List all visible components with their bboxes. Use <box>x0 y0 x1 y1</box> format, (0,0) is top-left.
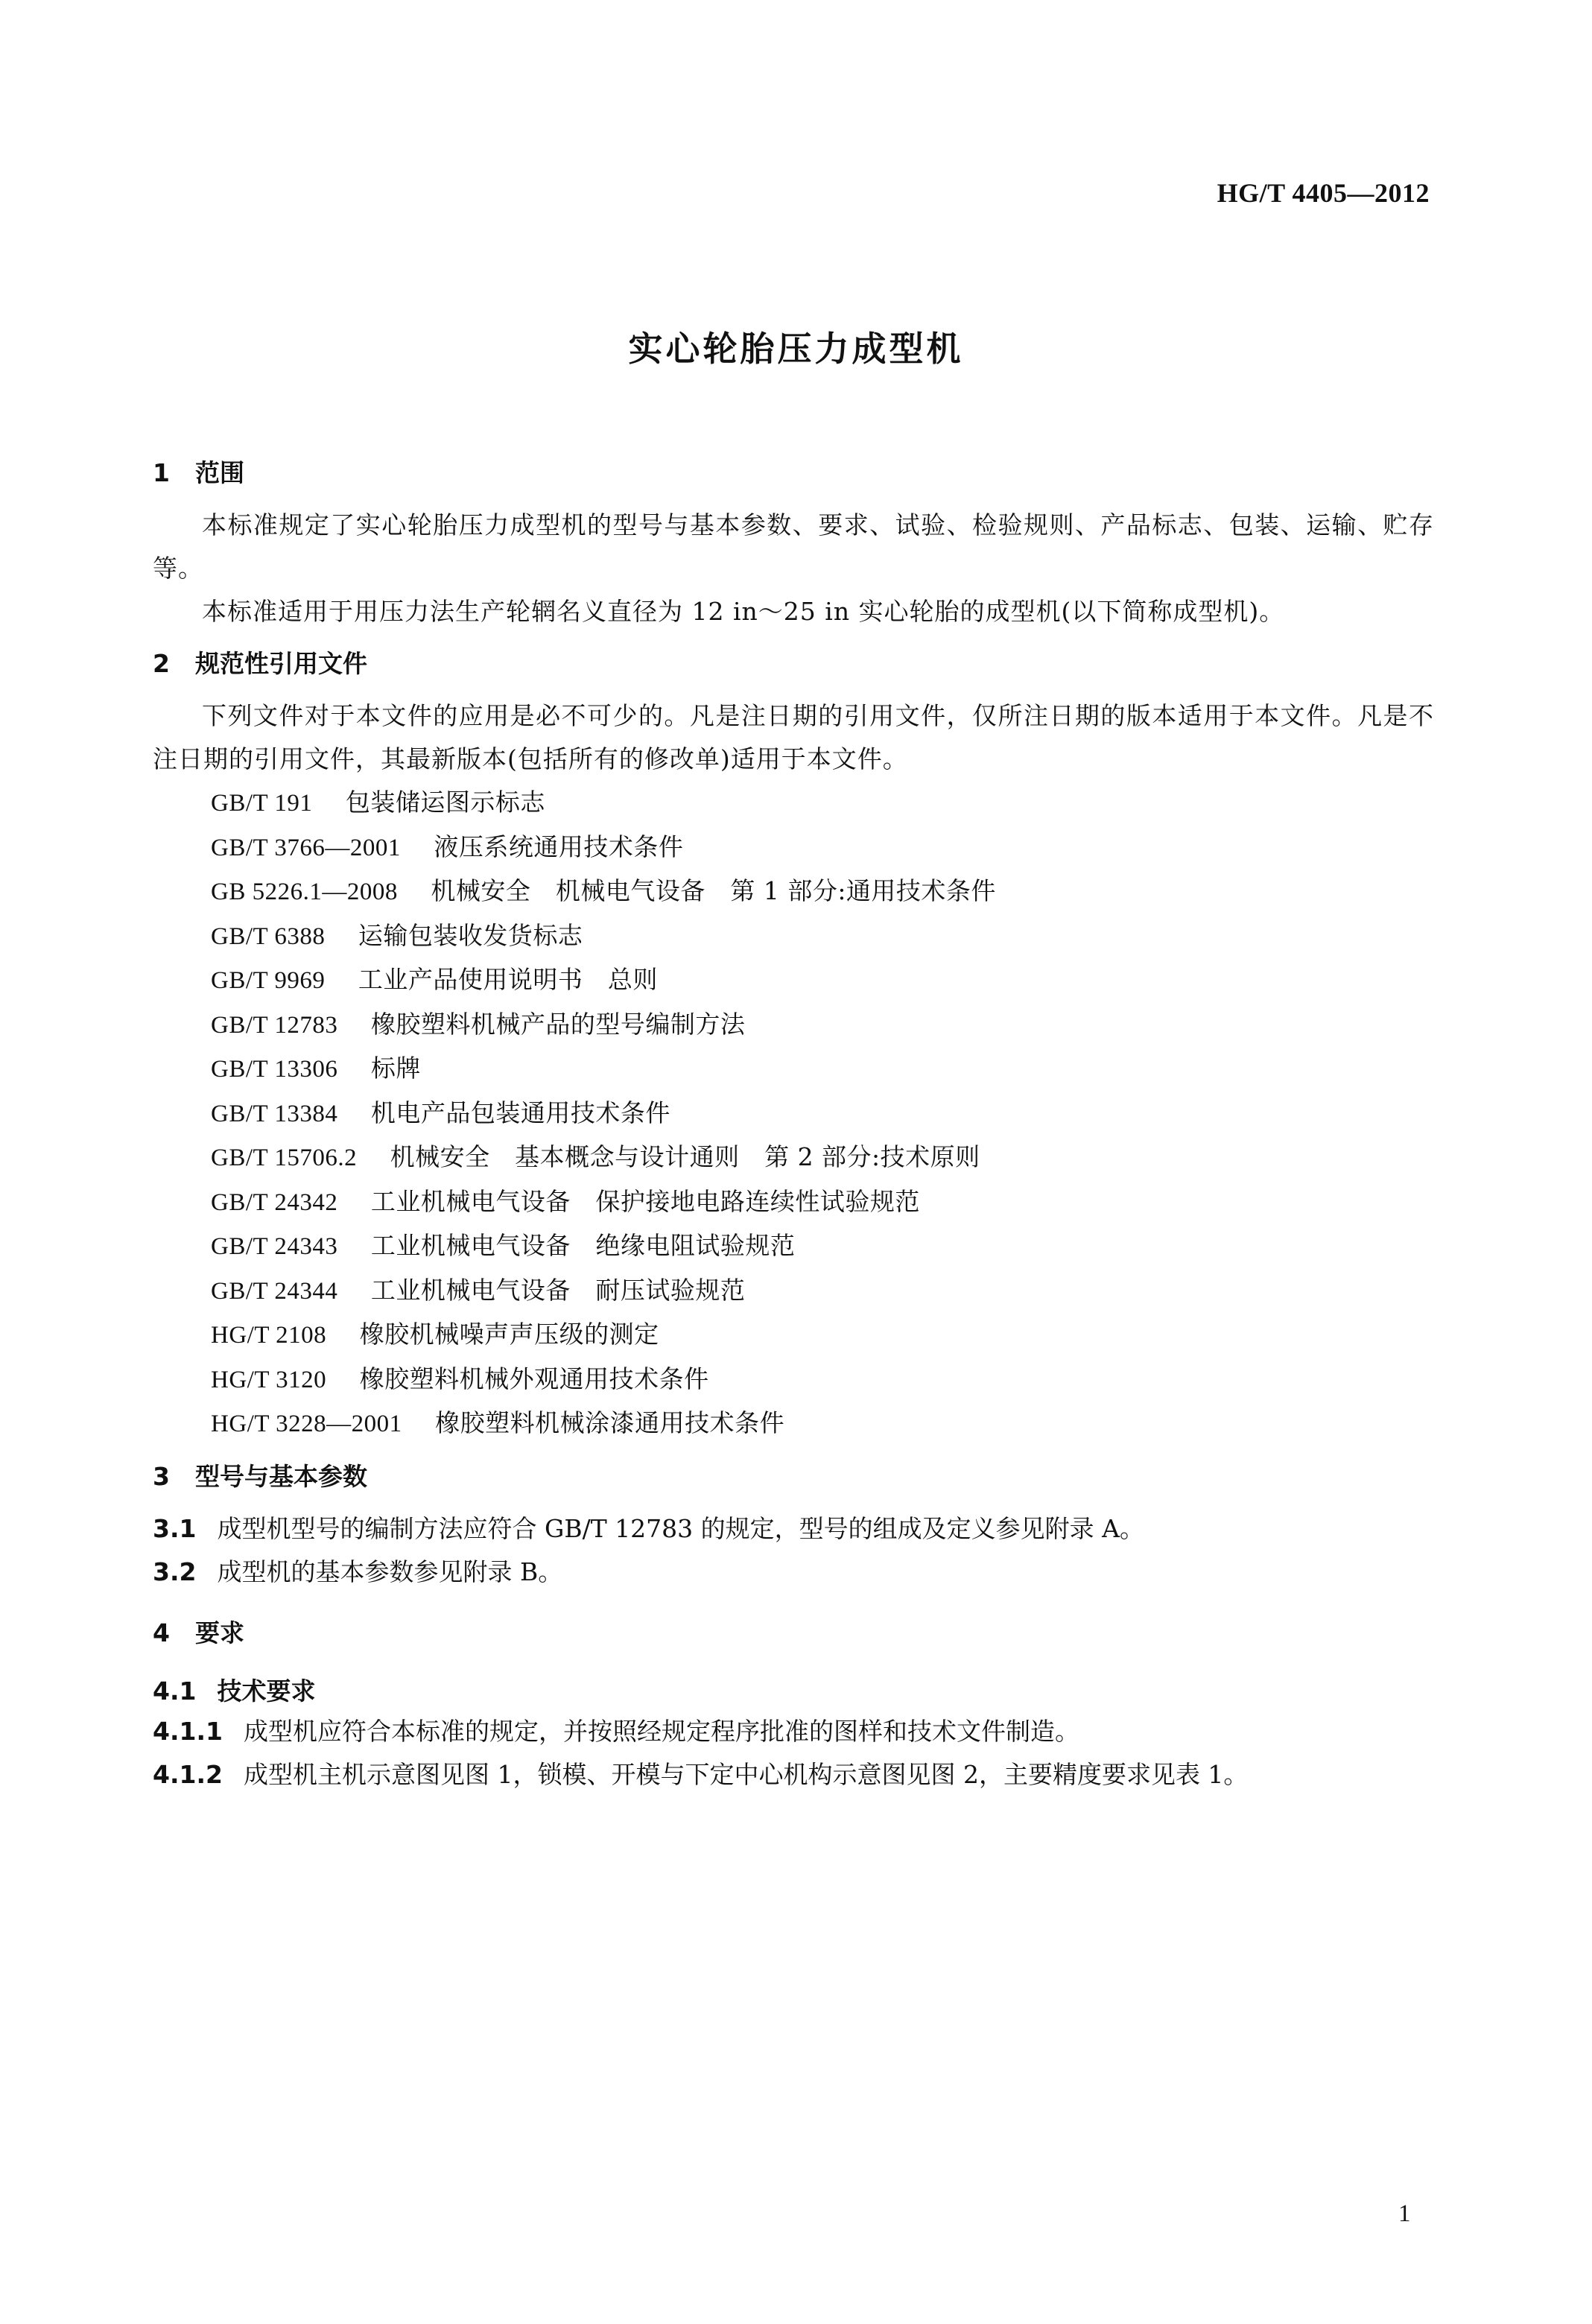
reference-item: GB/T 6388 运输包装收发货标志 <box>211 920 583 950</box>
section-4-heading <box>153 1615 1434 1652</box>
document-title: 实心轮胎压力成型机 <box>628 329 964 369</box>
reference-list <box>211 781 1434 1446</box>
clause-4-1-1 <box>153 1710 1434 1753</box>
reference-item: GB/T 24343 工业机械电气设备 绝缘电阻试验规范 <box>211 1231 796 1260</box>
clause-text: 成型机主机示意图见图 1，锁模、开模与下定中心机构示意图见图 2，主要精度要求见表 1。 <box>243 1759 1249 1789</box>
reference-item: GB/T 191 包装储运图示标志 <box>211 788 545 817</box>
scope-paragraph-1: 本标准规定了实心轮胎压力成型机的型号与基本参数、要求、试验、检验规则、产品标志、包装、运输、贮存等。 <box>153 510 1434 583</box>
reference-item: GB/T 13306 标牌 <box>211 1054 421 1083</box>
standard-code: HG/T 4405—2012 <box>1217 178 1430 208</box>
reference-item: HG/T 3228—2001 橡胶塑料机械涂漆通用技术条件 <box>211 1408 785 1437</box>
document-body <box>153 455 1434 1796</box>
clause-text: 成型机型号的编制方法应符合 GB/T 12783 的规定，型号的组成及定义参见附录 A。 <box>217 1513 1144 1543</box>
subsection-4-1-heading <box>153 1673 1434 1710</box>
section-3-heading <box>153 1458 1434 1495</box>
reference-item: GB/T 24344 工业机械电气设备 耐压试验规范 <box>211 1275 746 1305</box>
subsection-title: 技术要求 <box>217 1676 316 1706</box>
section-title: 范围 <box>194 458 244 487</box>
section-number: 4 <box>153 1618 170 1647</box>
section-number: 1 <box>153 458 170 487</box>
section-2-heading <box>153 645 1434 683</box>
reference-item: GB/T 9969 工业产品使用说明书 总则 <box>211 965 658 994</box>
clause-number: 3.2 <box>153 1557 197 1586</box>
reference-item: GB/T 15706.2 机械安全 基本概念与设计通则 第 2 部分:技术原则 <box>211 1142 980 1171</box>
scope-paragraph-2: 本标准适用于用压力法生产轮辋名义直径为 12 in～25 in 实心轮胎的成型机(以下简称成型机)。 <box>202 597 1285 626</box>
clause-number: 4.1.1 <box>153 1716 223 1746</box>
section-number: 2 <box>153 649 170 678</box>
clause-3-2 <box>153 1551 1434 1594</box>
reference-item: GB/T 12783 橡胶塑料机械产品的型号编制方法 <box>211 1009 746 1039</box>
section-1-heading <box>153 455 1434 492</box>
clause-text: 成型机应符合本标准的规定，并按照经规定程序批准的图样和技术文件制造。 <box>243 1716 1079 1746</box>
page-number: 1 <box>1398 2200 1411 2227</box>
clause-text: 成型机的基本参数参见附录 B。 <box>217 1557 563 1586</box>
reference-item: GB/T 13384 机电产品包装通用技术条件 <box>211 1098 670 1127</box>
reference-item: GB/T 24342 工业机械电气设备 保护接地电路连续性试验规范 <box>211 1186 920 1216</box>
reference-item: GB/T 3766—2001 液压系统通用技术条件 <box>211 832 684 861</box>
subsection-number: 4.1 <box>153 1676 197 1706</box>
reference-item: HG/T 3120 橡胶塑料机械外观通用技术条件 <box>211 1364 709 1393</box>
clause-4-1-2 <box>153 1753 1434 1796</box>
references-intro: 下列文件对于本文件的应用是必不可少的。凡是注日期的引用文件，仅所注日期的版本适用于本文件。凡是不注日期的引用文件，其最新版本(包括所有的修改单)适用于本文件。 <box>153 701 1434 773</box>
section-title: 要求 <box>194 1618 244 1647</box>
clause-number: 4.1.2 <box>153 1759 223 1789</box>
reference-item: GB 5226.1—2008 机械安全 机械电气设备 第 1 部分:通用技术条件 <box>211 876 996 905</box>
reference-item: HG/T 2108 橡胶机械噪声声压级的测定 <box>211 1320 659 1349</box>
section-title: 型号与基本参数 <box>194 1461 367 1491</box>
clause-3-1 <box>153 1507 1434 1551</box>
section-number: 3 <box>153 1461 170 1491</box>
section-title: 规范性引用文件 <box>194 649 367 678</box>
clause-number: 3.1 <box>153 1513 197 1543</box>
